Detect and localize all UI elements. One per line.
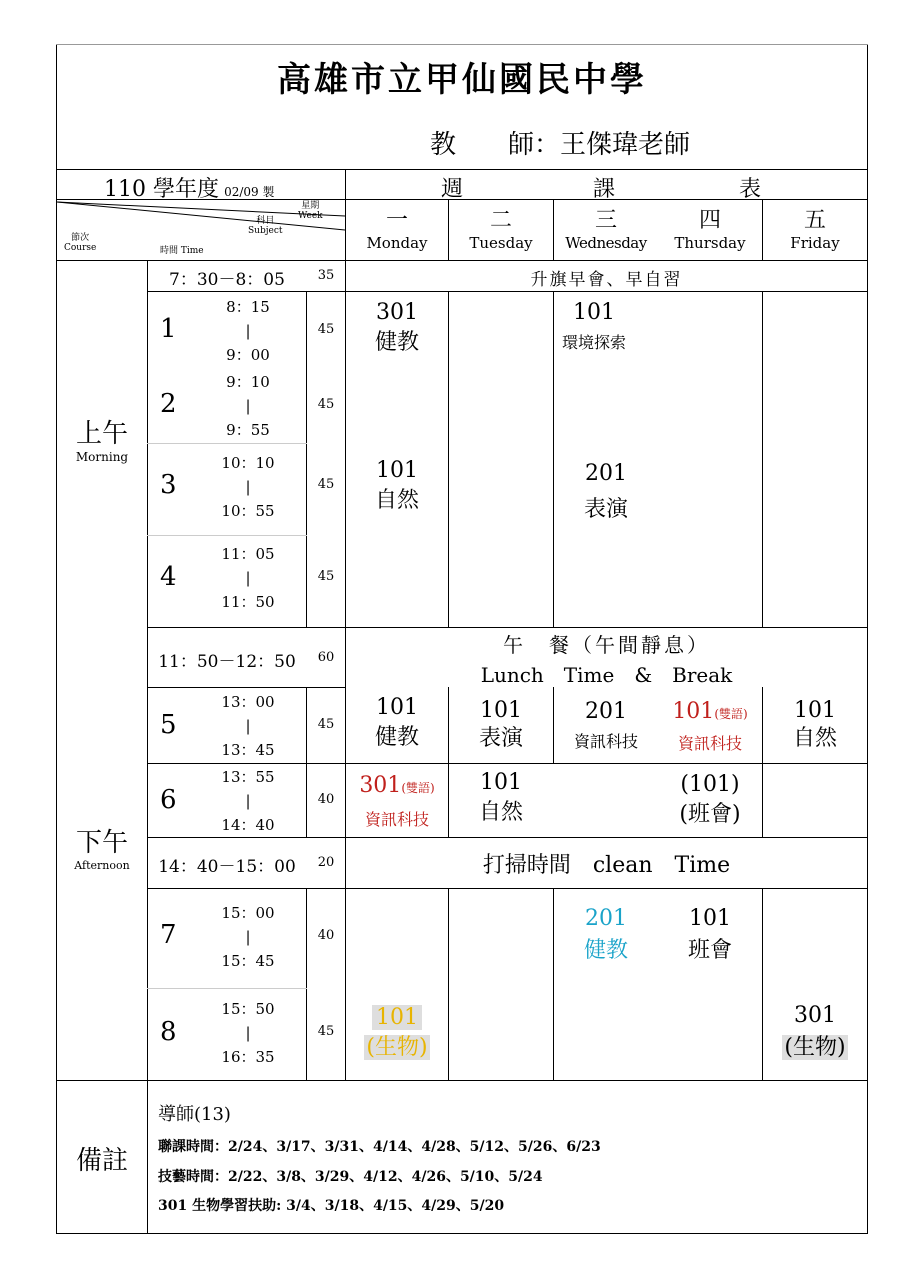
title-table: 表 [738,177,761,202]
notes-club-dates: 聯課時間：2/24、3/17、3/31、4/14、4/28、5/12、5/26、6/23 [158,1139,601,1155]
period-number: 1 [160,314,177,344]
period-number: 5 [160,710,177,740]
period-minutes: 40 [317,792,335,807]
section-afternoon: 下午 Afternoon [74,828,130,872]
period-number: 7 [160,920,177,950]
cleaning-label: 打掃時間 clean Time [482,853,731,878]
class-cell: 301 健教 [374,300,419,355]
class-cell: 201 資訊科技 [573,699,638,751]
class-cell: 101 班會 [687,906,732,963]
period-minutes: 45 [317,1024,335,1039]
class-cell: 101 健教 [374,695,419,750]
title-course: 課 [592,177,615,202]
section-remarks: 備註 [75,1146,128,1176]
period-number: 3 [160,470,177,500]
corner-time: 時間 Time [160,246,204,256]
period-time: 10：10 | 10：55 [221,454,275,520]
period-minutes: 45 [317,322,335,337]
corner-week: 星期 Week [298,201,323,221]
cleaning-minutes: 20 [317,855,335,870]
assembly-minutes: 35 [317,268,335,283]
period-time: 15：00 | 15：45 [221,904,275,970]
assembly-label: 升旗早會、早自習 [530,270,683,290]
period-time: 13：55 | 14：40 [221,768,275,834]
notes-homeroom: 導師(13) [158,1104,231,1125]
class-cell-bilingual: 101(雙語) 資訊科技 [672,699,748,753]
class-cell: 201 表演 [583,461,628,522]
lunch-time: 11：50－12：50 [158,652,296,672]
period-time: 15：50 | 16：35 [221,1000,275,1066]
class-cell-highlight: 301 (生物) [784,1003,846,1060]
day-tuesday: 二 Tuesday [469,208,533,252]
day-wednesday: 三 Wednesday [565,208,647,252]
class-cell-bilingual: 301(雙語) 資訊科技 [359,773,435,829]
period-number: 2 [160,389,177,419]
teacher-name: 王傑瑋老師 [560,130,691,160]
day-friday: 五 Friday [790,208,840,252]
period-time: 9：10 | 9：55 [226,373,270,439]
corner-course: 節次 Course [64,233,97,253]
title-week: 週 [440,177,463,202]
period-time: 11：05 | 11：50 [221,545,275,611]
period-minutes: 45 [317,397,335,412]
lunch-label: 午 餐（午間靜息） Lunch Time & Break [480,633,733,687]
class-cell-highlight: 101 (生物) [366,1005,428,1060]
assembly-time: 7：30－8：05 [169,270,285,290]
day-monday: 一 Monday [366,208,428,252]
class-cell: (101) (班會) [679,772,741,827]
lunch-minutes: 60 [317,650,335,665]
section-morning: 上午 Morning [75,419,129,464]
school-name: 高雄市立甲仙國民中學 [277,60,647,100]
period-time: 8：15 | 9：00 [226,298,270,364]
period-time: 13：00 | 13：45 [221,693,275,759]
day-thursday: 四 Thursday [674,208,746,252]
notes-biology-dates: 301 生物學習扶助: 3/4、3/18、4/15、4/29、5/20 [158,1198,505,1214]
class-cell: 101 自然 [792,698,837,751]
period-minutes: 45 [317,569,335,584]
teacher-line [430,124,690,161]
year-sub: 02/09 製 [224,185,275,199]
academic-year [104,172,275,203]
class-cell: 101 環境探索 [562,300,627,352]
year-main: 110 學年度 [104,177,219,202]
class-cell: 101 自然 [374,458,419,513]
teacher-label: 教 師： [430,130,561,160]
class-cell: 101 表演 [478,698,523,751]
period-minutes: 45 [317,717,335,732]
class-cell: 201 健教 [583,906,628,963]
period-number: 8 [160,1017,177,1047]
period-number: 6 [160,785,177,815]
cleaning-time: 14：40－15：00 [158,857,296,877]
class-cell: 101 自然 [478,770,523,825]
period-number: 4 [160,562,177,592]
notes-skill-dates: 技藝時間：2/22、3/8、3/29、4/12、4/26、5/10、5/24 [158,1169,543,1185]
period-minutes: 40 [317,928,335,943]
period-minutes: 45 [317,477,335,492]
corner-subject: 科目 Subject [248,216,283,236]
